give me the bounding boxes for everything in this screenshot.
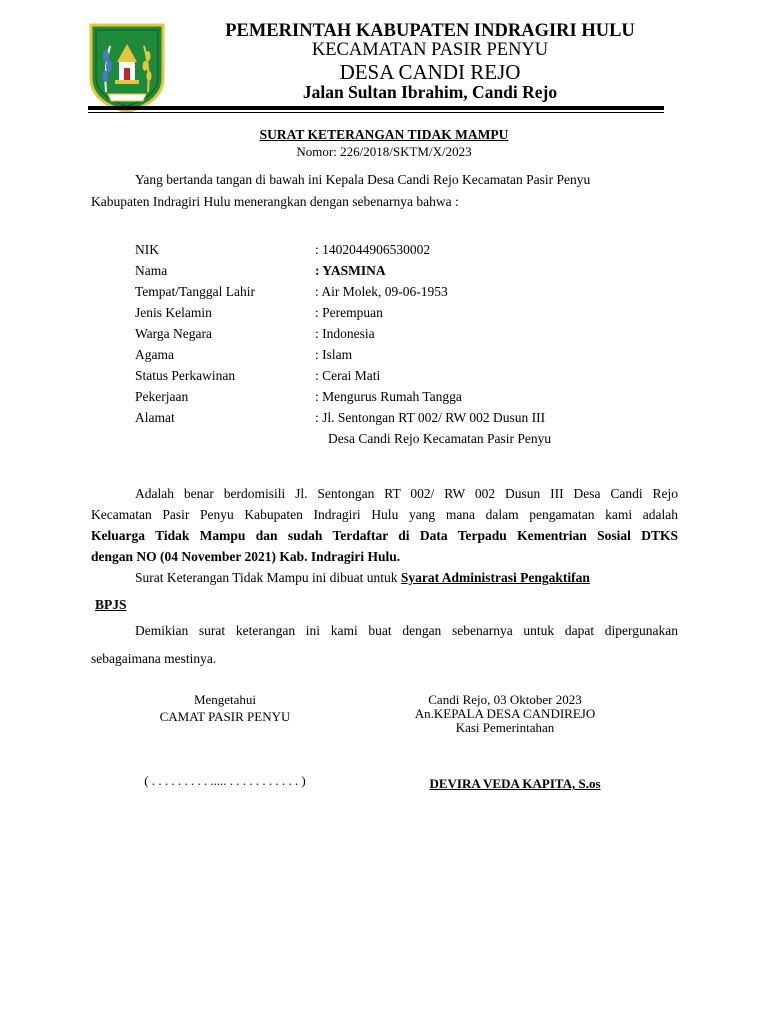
header-village-line: DESA CANDI REJO xyxy=(339,60,521,84)
signature-left-acknowledge: Mengetahui xyxy=(193,692,257,707)
field-value-religion: : Islam xyxy=(315,347,353,362)
intro-line-2: Kabupaten Indragiri Hulu menerangkan dengan sebenarnya bahwa : xyxy=(91,194,459,209)
signatory-name: DEVIRA VEDA KAPITA, S.os xyxy=(429,776,601,791)
body-paragraph-2 xyxy=(135,570,590,586)
field-label-nik: NIK xyxy=(135,242,159,257)
body-paragraph-1-line-1: Adalah benar berdomisili Jl. Sentongan RT 002/ RW 002 Dusun III Desa Candi Rejo xyxy=(135,486,678,501)
purpose-text-continued: BPJS xyxy=(95,597,127,612)
signature-right-place-date: Candi Rejo, 03 Oktober 2023 xyxy=(428,692,582,707)
header-district-line: KECAMATAN PASIR PENYU xyxy=(311,40,549,60)
field-value-nik: : 1402044906530002 xyxy=(315,242,431,257)
intro-line-1: Yang bertanda tangan di bawah ini Kepala Desa Candi Rejo Kecamatan Pasir Penyu xyxy=(135,172,591,187)
field-label-religion: Agama xyxy=(135,347,174,362)
signature-left-title: CAMAT PASIR PENYU xyxy=(159,709,291,724)
field-value-gender: : Perempuan xyxy=(315,305,383,320)
closing-line-2: sebagaimana mestinya. xyxy=(91,651,217,666)
body-paragraph-1-line-3: Keluarga Tidak Mampu dan sudah Terdaftar di Data Terpadu Kementrian Sosial DTKS xyxy=(91,528,678,543)
document-number: Nomor: 226/2018/SKTM/X/2023 xyxy=(296,144,472,159)
field-value-address-line-2: Desa Candi Rejo Kecamatan Pasir Penyu xyxy=(328,431,552,446)
purpose-text: Syarat Administrasi Pengaktifan xyxy=(400,570,590,585)
signature-right-title: An.KEPALA DESA CANDIREJO xyxy=(414,706,596,721)
header-government-line: PEMERINTAH KABUPATEN INDRAGIRI HULU xyxy=(225,21,635,41)
field-value-occupation: : Mengurus Rumah Tangga xyxy=(315,389,462,404)
field-label-nama: Nama xyxy=(135,263,168,278)
field-label-gender: Jenis Kelamin xyxy=(135,305,212,320)
field-value-address: : Jl. Sentongan RT 002/ RW 002 Dusun III xyxy=(315,410,546,425)
signature-right-subtitle: Kasi Pemerintahan xyxy=(455,720,555,735)
body-paragraph-1-line-4: dengan NO (04 November 2021) Kab. Indragiri Hulu. xyxy=(91,549,401,564)
purpose-intro-text: Surat Keterangan Tidak Mampu ini dibuat untuk xyxy=(135,570,401,585)
header-divider-thin xyxy=(88,112,664,113)
field-label-address: Alamat xyxy=(135,410,175,425)
closing-line-1: Demikian surat keterangan ini kami buat dengan sebenarnya untuk dapat dipergunakan xyxy=(135,623,678,638)
body-paragraph-1-line-2: Kecamatan Pasir Penyu Kabupaten Indragiri Hulu yang mana dalam pengamatan kami adalah xyxy=(91,507,678,522)
header-address-line: Jalan Sultan Ibrahim, Candi Rejo xyxy=(302,82,558,102)
field-label-marital-status: Status Perkawinan xyxy=(135,368,236,383)
field-label-nationality: Warga Negara xyxy=(135,326,212,341)
field-value-marital-status: : Cerai Mati xyxy=(315,368,381,383)
regency-coat-of-arms-icon xyxy=(88,22,166,114)
header-divider-thick xyxy=(88,106,664,110)
field-value-birth: : Air Molek, 09-06-1953 xyxy=(315,284,448,299)
field-label-occupation: Pekerjaan xyxy=(135,389,189,404)
signature-left-blank: ( . . . . . . . . . ..... . . . . . . . . . . . ) xyxy=(144,773,306,788)
field-value-nama: : YASMINA xyxy=(315,263,386,278)
document-title: SURAT KETERANGAN TIDAK MAMPU xyxy=(259,127,509,142)
field-value-nationality: : Indonesia xyxy=(315,326,375,341)
field-label-birth: Tempat/Tanggal Lahir xyxy=(135,284,255,299)
